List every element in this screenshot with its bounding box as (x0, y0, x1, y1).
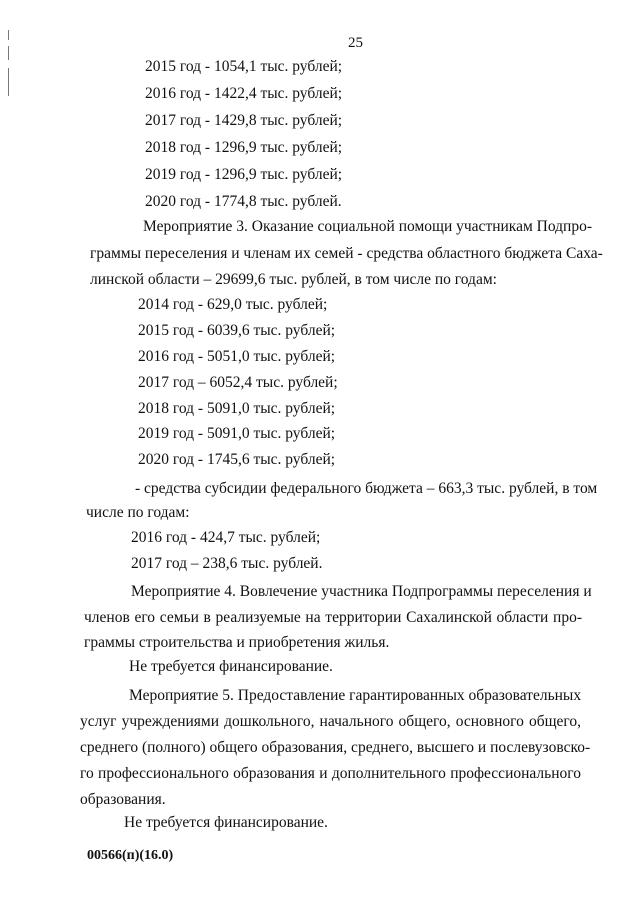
measure5-line-1: Мероприятие 5. Предоставление гарантированных образовательных (129, 687, 582, 704)
measure4-funding-note: Не требуется финансирование. (129, 658, 333, 675)
measure3-federal-line-2: числе по годам: (86, 504, 190, 521)
measure3-year-2014: 2014 год - 629,0 тыс. рублей; (138, 296, 328, 313)
funding-line-2020: 2020 год - 1774,8 тыс. рублей. (145, 193, 342, 210)
measure5-line-3: среднего (полного) общего образования, среднего, высшего и послевузовско- (80, 739, 591, 756)
measure4-line-3: граммы строительства и приобретения жилья. (84, 634, 390, 651)
measure3-year-2016: 2016 год - 5051,0 тыс. рублей; (138, 348, 336, 365)
funding-line-2015: 2015 год - 1054,1 тыс. рублей; (145, 58, 343, 75)
document-code: 00566(п)(16.0) (87, 848, 174, 863)
measure3-line-1: Мероприятие 3. Оказание социальной помощи участникам Подпро- (143, 218, 593, 235)
measure3-year-2018: 2018 год - 5091,0 тыс. рублей; (138, 400, 336, 417)
funding-line-2019: 2019 год - 1296,9 тыс. рублей; (145, 166, 343, 183)
scan-margin-marks (8, 30, 12, 100)
measure5-funding-note: Не требуется финансирование. (124, 814, 328, 831)
measure3-federal-year-2016: 2016 год - 424,7 тыс. рублей; (131, 529, 321, 546)
measure5-line-4: го профессионального образования и дополнительного профессионального (80, 765, 581, 782)
page-number: 25 (348, 35, 363, 51)
measure5-line-5: образования. (80, 791, 166, 808)
measure4-line-1: Мероприятие 4. Вовлечение участника Подпрограммы переселения и (131, 583, 592, 600)
funding-line-2018: 2018 год - 1296,9 тыс. рублей; (145, 139, 343, 156)
measure4-line-2: членов его семьи в реализуемые на территории Сахалинской области про- (84, 609, 582, 626)
measure3-line-3: линской области – 29699,6 тыс. рублей, в том числе по годам: (90, 271, 497, 288)
funding-line-2016: 2016 год - 1422,4 тыс. рублей; (145, 85, 343, 102)
measure3-year-2015: 2015 год - 6039,6 тыс. рублей; (138, 322, 336, 339)
measure3-federal-line-1: - средства субсидии федерального бюджета – 663,3 тыс. рублей, в том (135, 480, 598, 497)
measure3-year-2019: 2019 год - 5091,0 тыс. рублей; (138, 425, 336, 442)
funding-line-2017: 2017 год - 1429,8 тыс. рублей; (145, 112, 343, 129)
measure3-federal-year-2017: 2017 год – 238,6 тыс. рублей. (131, 555, 323, 572)
measure3-year-2020: 2020 год - 1745,6 тыс. рублей; (138, 451, 336, 468)
measure5-line-2: услуг учреждениями дошкольного, начального общего, основного общего, (80, 713, 581, 730)
measure3-year-2017: 2017 год – 6052,4 тыс. рублей; (138, 374, 338, 391)
measure3-line-2: граммы переселения и членам их семей - средства областного бюджета Саха- (90, 245, 603, 262)
